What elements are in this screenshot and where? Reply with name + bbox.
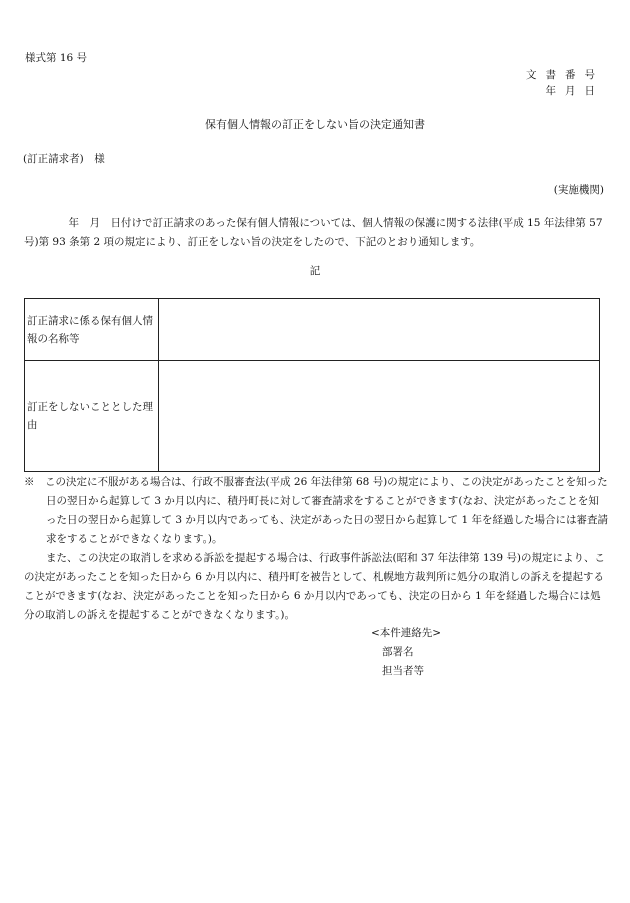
- table-row: [25, 361, 600, 472]
- contact-heading: <本件連絡先>: [371, 627, 442, 639]
- contact-block: [371, 624, 441, 681]
- intro-paragraph: [24, 214, 606, 252]
- issuing-agency: (実施機関): [553, 184, 604, 196]
- form-number: 様式第 16 号: [25, 52, 88, 64]
- row2-value: [159, 361, 600, 472]
- table-row: [25, 299, 600, 361]
- intro-text: 年 月 日付けで訂正請求のあった保有個人情報については、個人情報の保護に関する法律(平成 15 年法律第 57 号)第 93 条第 2 項の規定により、訂正をしない旨の決定をしたので、下記のとおり通知します。: [24, 217, 603, 248]
- row1-value: [159, 299, 600, 361]
- contact-person: 担当者等: [382, 665, 424, 677]
- notes: [24, 473, 608, 625]
- page-title: 保有個人情報の訂正をしない旨の決定通知書: [205, 118, 425, 131]
- row2-label: 訂正をしないこととした理由: [25, 361, 159, 472]
- ki-marker: 記: [309, 265, 321, 277]
- note-appeal: ※ この決定に不服がある場合は、行政不服審査法(平成 26 年法律第 68 号)の規定により、この決定があったことを知った日の翌日から起算して 3 か月以内に、積丹町長に対して審査請求をすることができます(なお、決定があったことを知った日の翌日から起算して 3 か月以内であっても、決定があった日の翌日から起算して 1 年を経過した場合には審査請求をすることができなくなります。)。: [24, 476, 608, 545]
- document-number: 文書番号: [526, 69, 604, 81]
- info-table: [24, 298, 600, 472]
- contact-department: 部署名: [382, 646, 414, 658]
- document-date: 年月日: [545, 85, 604, 97]
- note-lawsuit: また、この決定の取消しを求める訴訟を提起する場合は、行政事件訴訟法(昭和 37 年法律第 139 号)の規定により、この決定があったことを知った日から 6 か月以内に、積丹町を被告として、札幌地方裁判所に処分の取消しの訴えを提起することができます(なお、決定があったことを知った日から 6 か月以内であっても、決定の日から 1 年を経過した場合には処分の取消しの訴えを提起することができなくなります。)。: [24, 552, 605, 621]
- addressee: (訂正請求者) 様: [23, 153, 105, 165]
- row1-label: 訂正請求に係る保有個人情報の名称等: [25, 299, 159, 361]
